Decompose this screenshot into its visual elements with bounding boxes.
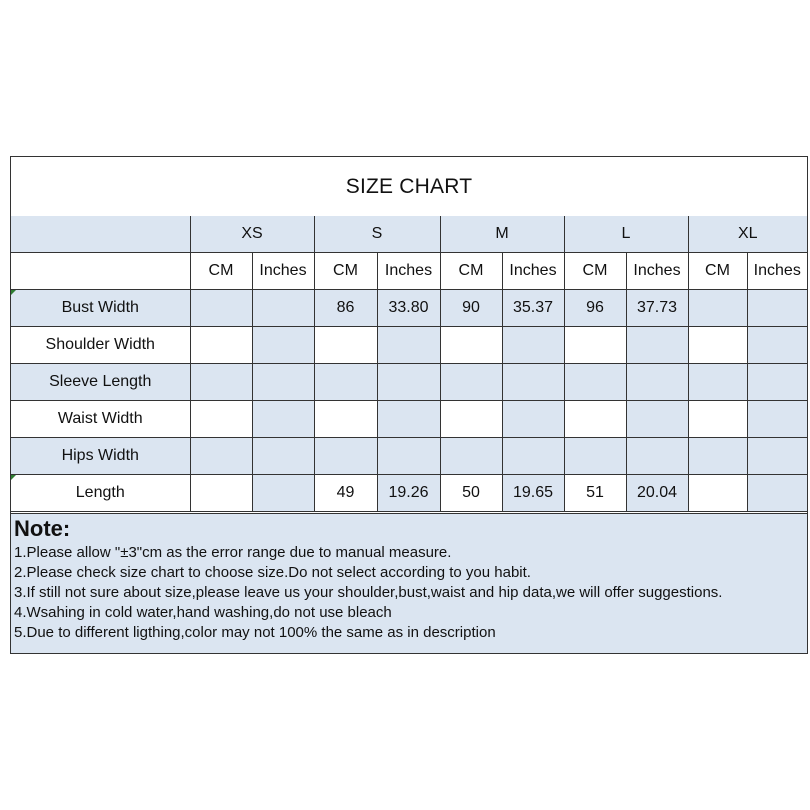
cell-inches xyxy=(747,290,807,327)
unit-corner-cell xyxy=(11,253,190,290)
cell-inches xyxy=(747,438,807,475)
cell-inches xyxy=(252,438,314,475)
cell-cm xyxy=(190,475,252,512)
cell-inches xyxy=(252,401,314,438)
cell-inches xyxy=(377,438,440,475)
size-header-s: S xyxy=(314,216,440,253)
size-header-m: M xyxy=(440,216,564,253)
cell-cm xyxy=(688,364,747,401)
table-row xyxy=(11,290,807,327)
cell-cm xyxy=(564,401,626,438)
cell-inches xyxy=(377,327,440,364)
notes-section xyxy=(11,513,807,653)
unit-cm: CM xyxy=(564,253,626,290)
unit-cm: CM xyxy=(314,253,377,290)
cell-cm: 50 xyxy=(440,475,502,512)
cell-cm xyxy=(688,438,747,475)
cell-cm xyxy=(314,364,377,401)
cell-cm: 90 xyxy=(440,290,502,327)
table-row xyxy=(11,327,807,364)
note-line-5: 5.Due to different ligthing,color may not 100% the same as in description xyxy=(14,624,496,641)
cell-inches xyxy=(252,327,314,364)
cell-cm: 86 xyxy=(314,290,377,327)
size-header-l: L xyxy=(564,216,688,253)
cell-cm xyxy=(190,327,252,364)
cell-cm xyxy=(688,327,747,364)
cell-cm xyxy=(190,401,252,438)
cell-inches xyxy=(502,327,564,364)
size-header-row xyxy=(11,216,807,253)
corner-cell xyxy=(11,216,190,253)
row-label: Sleeve Length xyxy=(11,364,190,401)
table-row xyxy=(11,364,807,401)
cell-cm xyxy=(314,327,377,364)
cell-inches xyxy=(502,364,564,401)
cell-inches xyxy=(626,364,688,401)
cell-inches xyxy=(747,364,807,401)
cell-inches: 35.37 xyxy=(502,290,564,327)
cell-inches xyxy=(626,327,688,364)
cell-inches xyxy=(626,401,688,438)
cell-cm xyxy=(564,438,626,475)
cell-inches xyxy=(502,401,564,438)
note-line-2: 2.Please check size chart to choose size.Do not select according to you habit. xyxy=(14,564,531,581)
unit-inches: Inches xyxy=(626,253,688,290)
row-label: Hips Width xyxy=(11,438,190,475)
cell-inches xyxy=(747,475,807,512)
cell-cm: 96 xyxy=(564,290,626,327)
cell-cm xyxy=(564,364,626,401)
cell-inches xyxy=(252,364,314,401)
unit-cm: CM xyxy=(190,253,252,290)
measurement-rows xyxy=(11,290,807,512)
table-row xyxy=(11,401,807,438)
cell-inches xyxy=(626,438,688,475)
cell-cm xyxy=(440,438,502,475)
cell-mark-icon xyxy=(11,290,16,295)
cell-inches xyxy=(502,438,564,475)
size-chart xyxy=(10,156,808,654)
cell-inches: 19.26 xyxy=(377,475,440,512)
unit-inches: Inches xyxy=(747,253,807,290)
cell-cm xyxy=(190,290,252,327)
size-table xyxy=(11,216,807,512)
row-label: Shoulder Width xyxy=(11,327,190,364)
cell-cm xyxy=(190,438,252,475)
cell-inches xyxy=(377,401,440,438)
unit-cm: CM xyxy=(688,253,747,290)
cell-cm xyxy=(688,290,747,327)
cell-inches xyxy=(377,364,440,401)
cell-cm: 49 xyxy=(314,475,377,512)
unit-inches: Inches xyxy=(377,253,440,290)
table-row xyxy=(11,475,807,512)
cell-inches xyxy=(747,401,807,438)
row-label: Bust Width xyxy=(11,290,190,327)
note-line-3: 3.If still not sure about size,please leave us your shoulder,bust,waist and hip data,we will offer suggestions. xyxy=(14,584,723,601)
row-label: Waist Width xyxy=(11,401,190,438)
cell-inches: 33.80 xyxy=(377,290,440,327)
row-label: Length xyxy=(11,475,190,512)
cell-cm xyxy=(440,327,502,364)
cell-cm xyxy=(314,401,377,438)
cell-cm xyxy=(564,327,626,364)
cell-cm xyxy=(688,401,747,438)
cell-cm xyxy=(314,438,377,475)
cell-cm: 51 xyxy=(564,475,626,512)
cell-cm xyxy=(440,364,502,401)
size-header-xl: XL xyxy=(688,216,807,253)
chart-title: SIZE CHART xyxy=(11,157,807,217)
unit-header-row xyxy=(11,253,807,290)
cell-inches xyxy=(252,290,314,327)
cell-cm xyxy=(688,475,747,512)
unit-cm: CM xyxy=(440,253,502,290)
cell-inches: 19.65 xyxy=(502,475,564,512)
note-line-1: 1.Please allow "±3"cm as the error range due to manual measure. xyxy=(14,544,452,561)
cell-inches xyxy=(252,475,314,512)
cell-inches xyxy=(747,327,807,364)
note-line-4: 4.Wsahing in cold water,hand washing,do not use bleach xyxy=(14,604,392,621)
cell-cm xyxy=(440,401,502,438)
cell-inches: 37.73 xyxy=(626,290,688,327)
table-row xyxy=(11,438,807,475)
note-title: Note: xyxy=(14,516,71,541)
size-header-xs: XS xyxy=(190,216,314,253)
unit-inches: Inches xyxy=(502,253,564,290)
unit-inches: Inches xyxy=(252,253,314,290)
cell-mark-icon xyxy=(11,475,16,480)
cell-cm xyxy=(190,364,252,401)
cell-inches: 20.04 xyxy=(626,475,688,512)
